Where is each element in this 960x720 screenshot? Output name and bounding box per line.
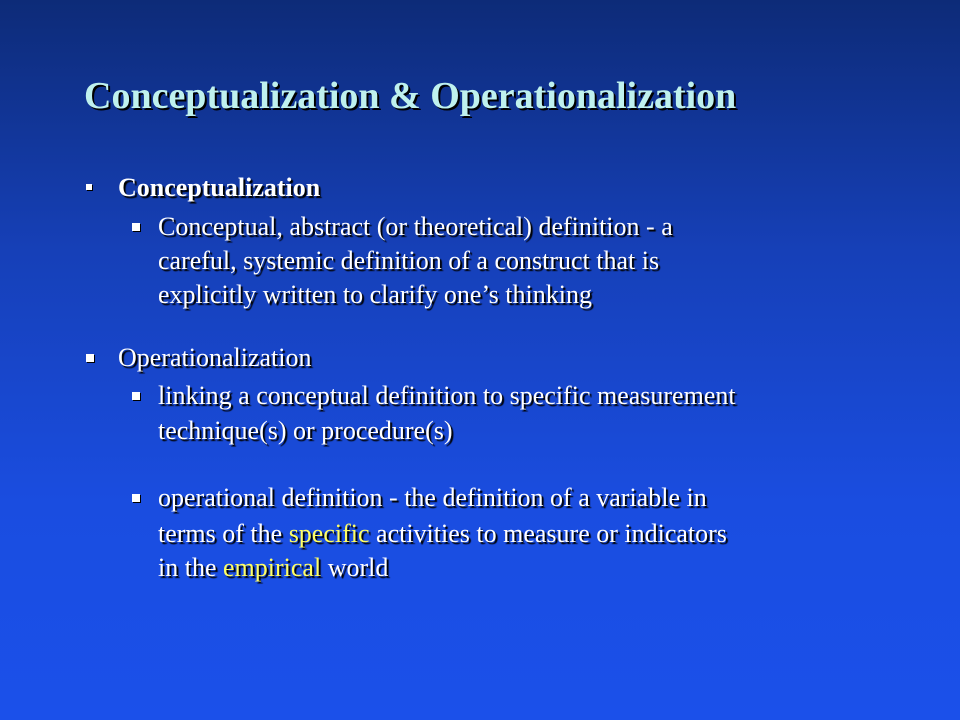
text-segment: in the: [158, 553, 223, 582]
square-bullet-icon: [132, 223, 140, 231]
text-segment: world: [321, 553, 389, 582]
slide-title: Conceptualization & Operationalization: [84, 75, 737, 117]
operational-definition-line-1: operational definition - the definition of a variable in: [158, 483, 707, 512]
operational-definition-line-3: [158, 551, 388, 585]
text-segment: terms of the: [158, 519, 289, 548]
section-heading-operationalization: Operationalization: [118, 343, 312, 372]
highlight-specific: specific: [288, 519, 370, 548]
conceptual-definition-line-2: careful, systemic definition of a construct that is: [158, 246, 660, 275]
square-bullet-icon: [86, 354, 94, 362]
square-bullet-icon: [132, 392, 140, 400]
linking-definition-line-2: technique(s) or procedure(s): [158, 416, 453, 445]
square-bullet-icon: [86, 184, 92, 190]
square-bullet-icon: [132, 494, 140, 502]
operational-definition-line-2: [158, 517, 727, 551]
conceptual-definition-line-3: explicitly written to clarify one’s thinking: [158, 280, 592, 309]
conceptual-definition-line-1: Conceptual, abstract (or theoretical) definition - a: [158, 212, 673, 241]
linking-definition-line-1: linking a conceptual definition to specific measurement: [158, 381, 736, 410]
text-segment: activities to measure or indicators: [369, 519, 727, 548]
highlight-empirical: empirical: [223, 553, 322, 582]
section-heading-conceptualization: [118, 171, 320, 205]
heading-text: Conceptualization: [118, 173, 321, 202]
